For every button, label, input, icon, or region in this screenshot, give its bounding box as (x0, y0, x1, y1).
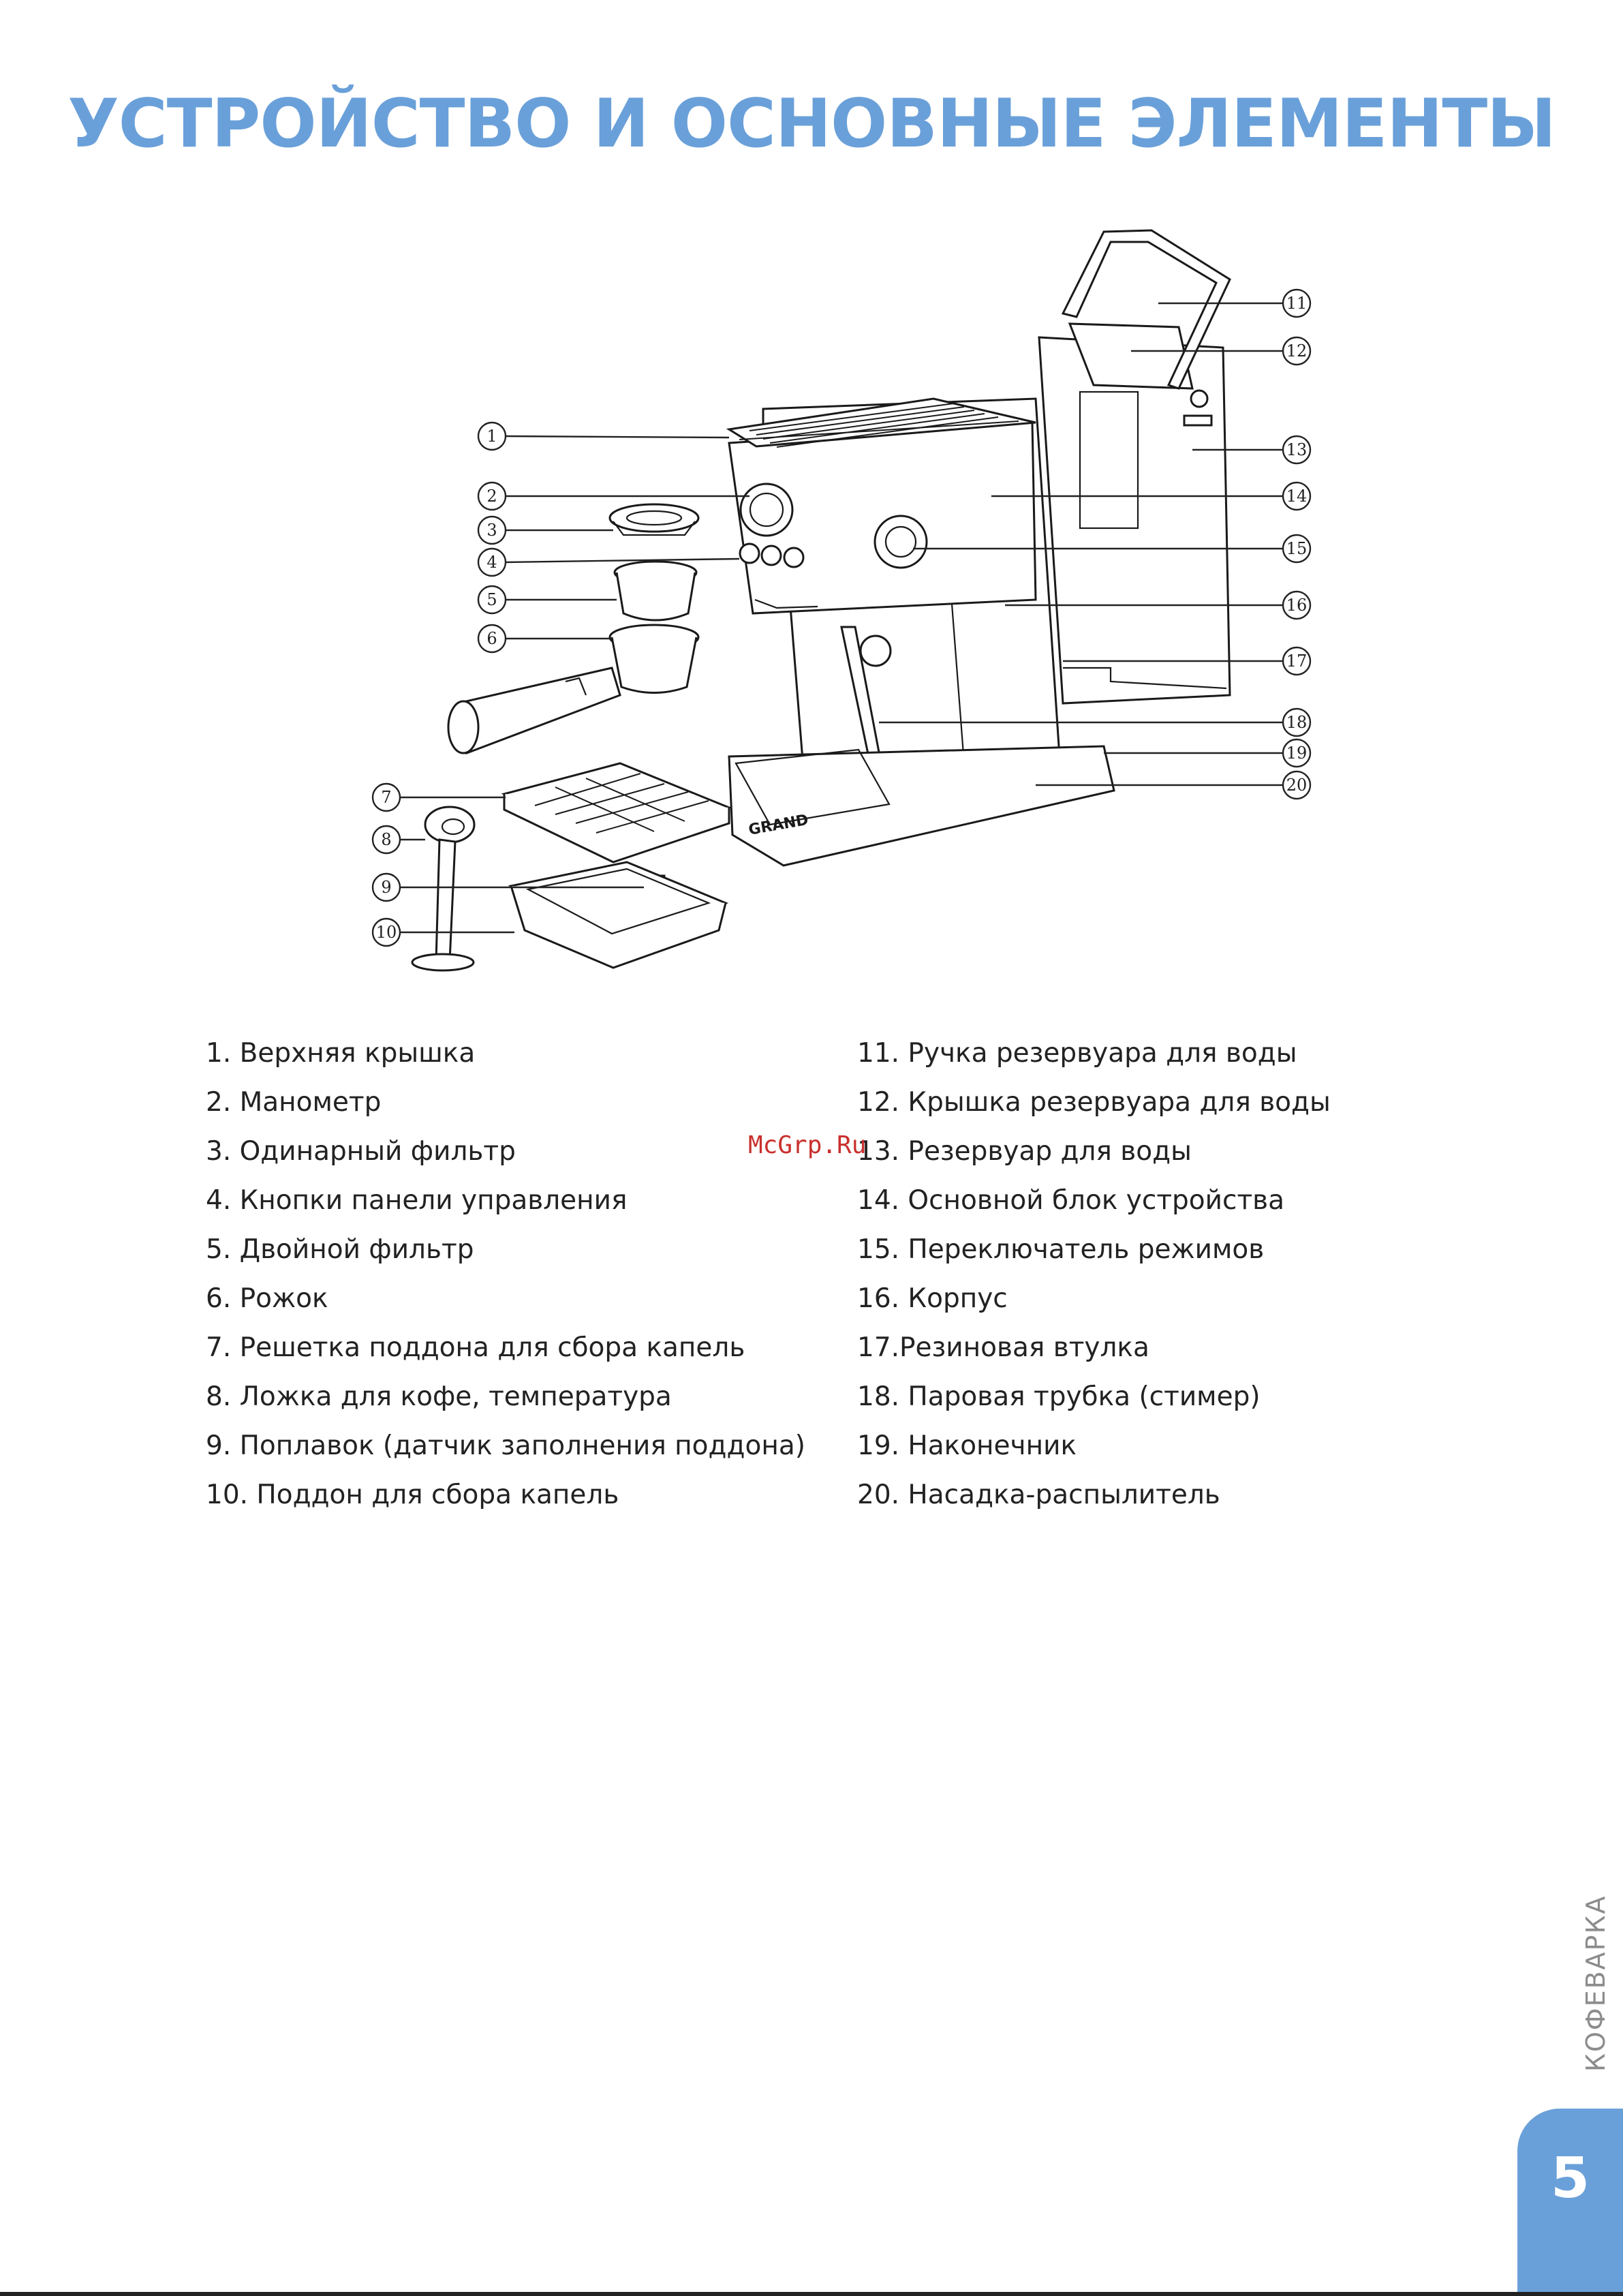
legend-item: 14. Основной блок устройства (857, 1185, 1285, 1216)
legend-item: 3. Одинарный фильтр (206, 1136, 516, 1167)
legend-item: 11. Ручка резервуара для воды (857, 1038, 1297, 1069)
drip-tray (511, 862, 726, 968)
svg-text:14: 14 (1286, 487, 1308, 506)
legend-item: 6. Рожок (206, 1283, 328, 1314)
callout-17 (1283, 647, 1310, 675)
legend-left-column (206, 1029, 805, 1520)
legend-item: 12. Крышка резервуара для воды (857, 1087, 1331, 1118)
legend-item: 2. Манометр (206, 1087, 382, 1118)
callout-19 (1283, 739, 1310, 767)
legend-item: 5. Двойной фильтр (206, 1234, 474, 1265)
coffee-spoon (412, 807, 474, 970)
callout-15 (1283, 535, 1310, 562)
legend-item: 18. Паровая трубка (стимер) (857, 1381, 1261, 1412)
svg-text:20: 20 (1286, 776, 1308, 795)
svg-text:9: 9 (381, 878, 392, 897)
callout-5 (478, 586, 506, 613)
callout-12 (1283, 337, 1310, 365)
svg-text:17: 17 (1286, 652, 1308, 671)
svg-text:3: 3 (486, 521, 497, 540)
single-filter (610, 504, 698, 535)
svg-text:2: 2 (486, 487, 497, 506)
svg-text:15: 15 (1286, 539, 1308, 558)
callout-20 (1283, 771, 1310, 799)
callout-9 (373, 874, 400, 901)
double-filter (615, 562, 696, 620)
callout-4 (478, 549, 506, 576)
section-label: КОФЕВАРКА (1581, 1895, 1611, 2072)
legend-item: 15. Переключатель режимов (857, 1234, 1265, 1265)
svg-text:12: 12 (1286, 341, 1308, 361)
callout-10 (373, 919, 400, 946)
svg-text:13: 13 (1286, 440, 1308, 459)
legend-item: 13. Резервуар для воды (857, 1136, 1192, 1167)
legend-item: 9. Поплавок (датчик заполнения поддона) (206, 1430, 805, 1461)
drip-tray-grate (504, 763, 729, 862)
svg-text:19: 19 (1286, 744, 1308, 763)
svg-text:10: 10 (375, 923, 397, 942)
legend-item: 16. Корпус (857, 1283, 1008, 1314)
bottom-rule (0, 2292, 1623, 2296)
callout-2 (478, 483, 506, 510)
svg-text:1: 1 (486, 427, 497, 446)
machine-base (729, 746, 1114, 866)
callout-13 (1283, 436, 1310, 463)
callout-18 (1283, 709, 1310, 736)
svg-text:8: 8 (381, 830, 392, 849)
svg-text:6: 6 (486, 629, 497, 648)
top-unit (729, 399, 1036, 613)
svg-text:4: 4 (486, 553, 497, 572)
watermark: McGrp.Ru (748, 1131, 867, 1159)
svg-text:5: 5 (486, 590, 497, 609)
callout-11 (1283, 290, 1310, 317)
legend-item: 7. Решетка поддона для сбора капель (206, 1332, 745, 1363)
callout-7 (373, 784, 400, 811)
legend-item: 1. Верхняя крышка (206, 1038, 476, 1069)
legend-item: 4. Кнопки панели управления (206, 1185, 628, 1216)
page-title: УСТРОЙСТВО И ОСНОВНЫЕ ЭЛЕМЕНТЫ (67, 85, 1556, 163)
brand-mark: GRAND (747, 811, 810, 839)
callout-1 (478, 423, 506, 450)
page-number-tab (1517, 2109, 1623, 2296)
svg-text:16: 16 (1286, 596, 1308, 615)
page-number: 5 (1550, 2146, 1590, 2211)
legend-item: 19. Наконечник (857, 1430, 1077, 1461)
callout-6 (478, 625, 506, 652)
legend-item: 20. Насадка-распылитель (857, 1480, 1220, 1510)
legend-item: 8. Ложка для кофе, температура (206, 1381, 672, 1412)
legend-item: 10. Поддон для сбора капель (206, 1480, 619, 1510)
svg-text:18: 18 (1286, 713, 1308, 732)
espresso-machine-diagram (354, 218, 1322, 988)
legend-right-column (857, 1029, 1331, 1520)
callout-3 (478, 517, 506, 544)
callout-14 (1283, 483, 1310, 510)
svg-text:11: 11 (1286, 294, 1308, 313)
callout-16 (1283, 592, 1310, 619)
legend-item: 17.Резиновая втулка (857, 1332, 1149, 1363)
callout-8 (373, 826, 400, 853)
svg-text:7: 7 (381, 788, 392, 807)
